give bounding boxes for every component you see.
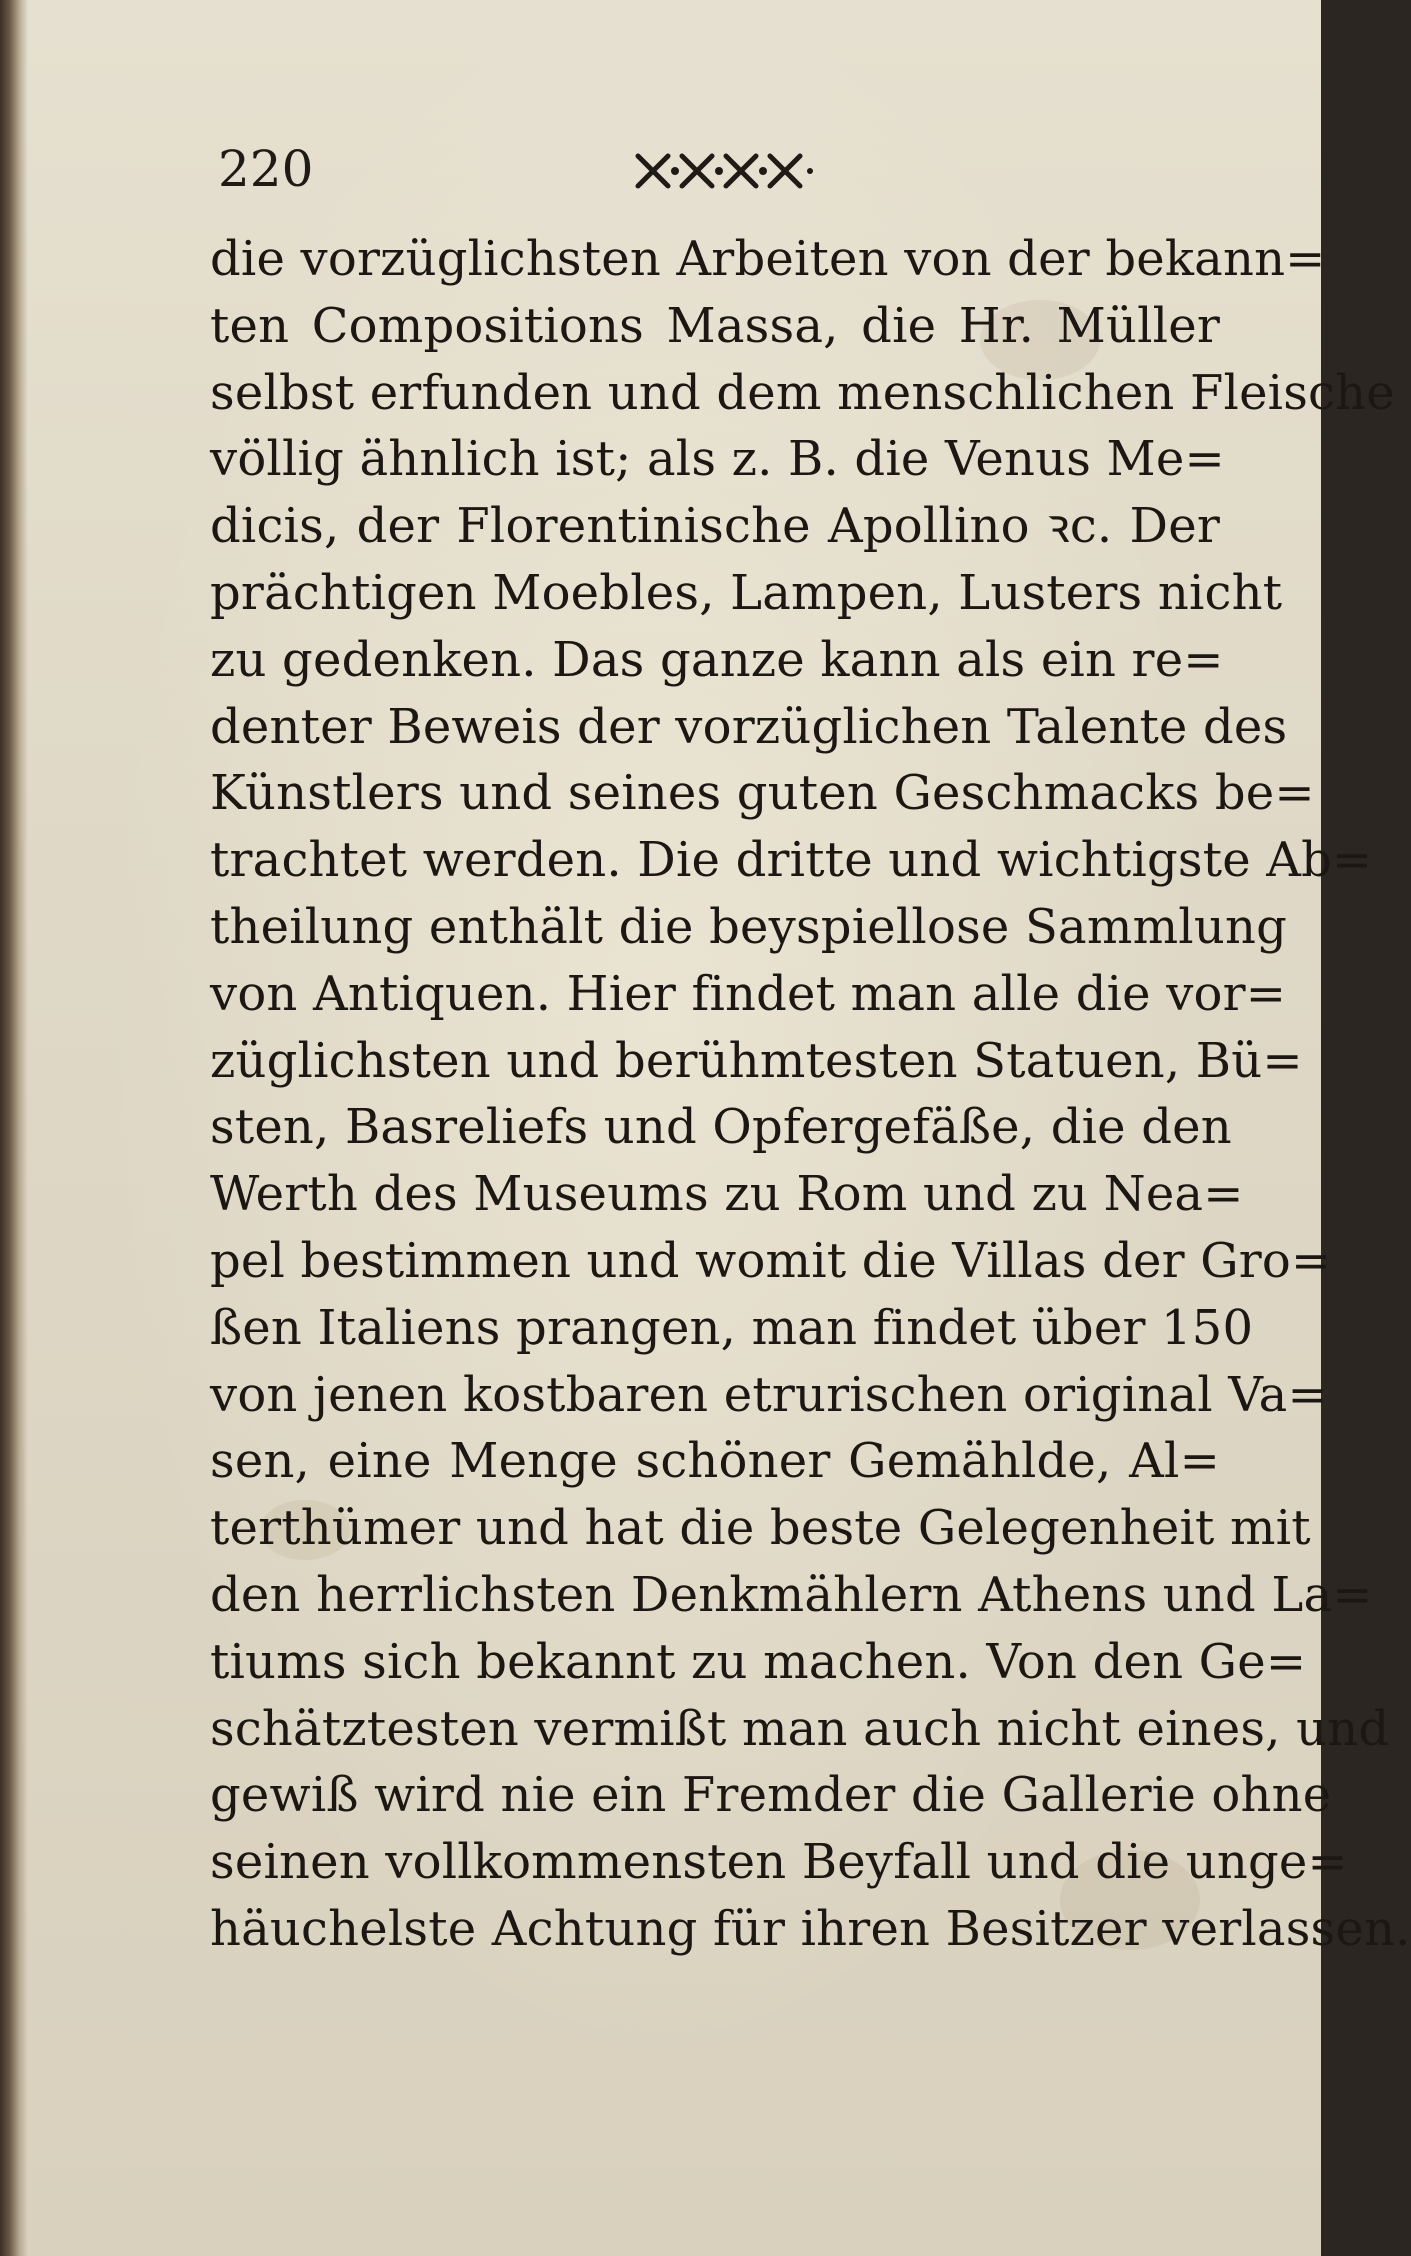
- text-line: dicis, der Florentinische Apollino ꝛc. Der: [210, 498, 1220, 555]
- text-line: denter Beweis der vorzüglichen Talente des: [210, 698, 1288, 755]
- text-line: Künstlers und seines guten Geschmacks be=: [210, 765, 1315, 822]
- text-line: völlig ähnlich ist; als z. B. die Venus Me=: [210, 431, 1225, 488]
- text-line: seinen vollkommensten Beyfall und die unge=: [210, 1834, 1348, 1891]
- binding-edge: [0, 0, 28, 2256]
- text-line: schätztesten vermißt man auch nicht eines, und: [210, 1700, 1390, 1757]
- text-line: theilung enthält die beyspiellose Sammlung: [210, 898, 1288, 955]
- text-line: tiums sich bekannt zu machen. Von den Ge=: [210, 1633, 1307, 1690]
- text-line: selbst erfunden und dem menschlichen Fleische: [210, 364, 1395, 421]
- xx-ornament-icon: [630, 146, 820, 196]
- text-line: Werth des Museums zu Rom und zu Nea=: [210, 1166, 1244, 1223]
- text-line: terthümer und hat die beste Gelegenheit mit: [210, 1500, 1311, 1557]
- text-line: den herrlichsten Denkmählern Athens und La=: [210, 1566, 1373, 1623]
- show-through-shadow: [230, 1935, 1230, 2055]
- text-line: von jenen kostbaren etrurischen original Va=: [210, 1366, 1328, 1423]
- text-line: häuchelste Achtung für ihren Besitzer verlassen.: [210, 1900, 1411, 1957]
- text-line: sen, eine Menge schöner Gemählde, Al=: [210, 1433, 1220, 1490]
- text-line: prächtigen Moebles, Lampen, Lusters nicht: [210, 564, 1283, 621]
- text-line: ten Compositions Massa, die Hr. Müller: [210, 297, 1220, 354]
- text-line: trachtet werden. Die dritte und wichtigste Ab=: [210, 832, 1373, 889]
- text-line: zu gedenken. Das ganze kann als ein re=: [210, 631, 1224, 688]
- text-line: von Antiquen. Hier findet man alle die vor=: [210, 965, 1287, 1022]
- text-line: sten, Basreliefs und Opfergefäße, die den: [210, 1099, 1232, 1156]
- text-line: pel bestimmen und womit die Villas der Gro=: [210, 1232, 1332, 1289]
- page-number: 220: [218, 140, 314, 198]
- text-line: ßen Italiens prangen, man findet über 150: [210, 1299, 1254, 1356]
- text-line: züglichsten und berühmtesten Statuen, Bü=: [210, 1032, 1303, 1089]
- text-line: gewiß wird nie ein Fremder die Gallerie ohne: [210, 1767, 1332, 1824]
- body-text: [210, 226, 1411, 1957]
- running-head: [218, 128, 1098, 218]
- text-line: die vorzüglichsten Arbeiten von der bekann=: [210, 231, 1326, 287]
